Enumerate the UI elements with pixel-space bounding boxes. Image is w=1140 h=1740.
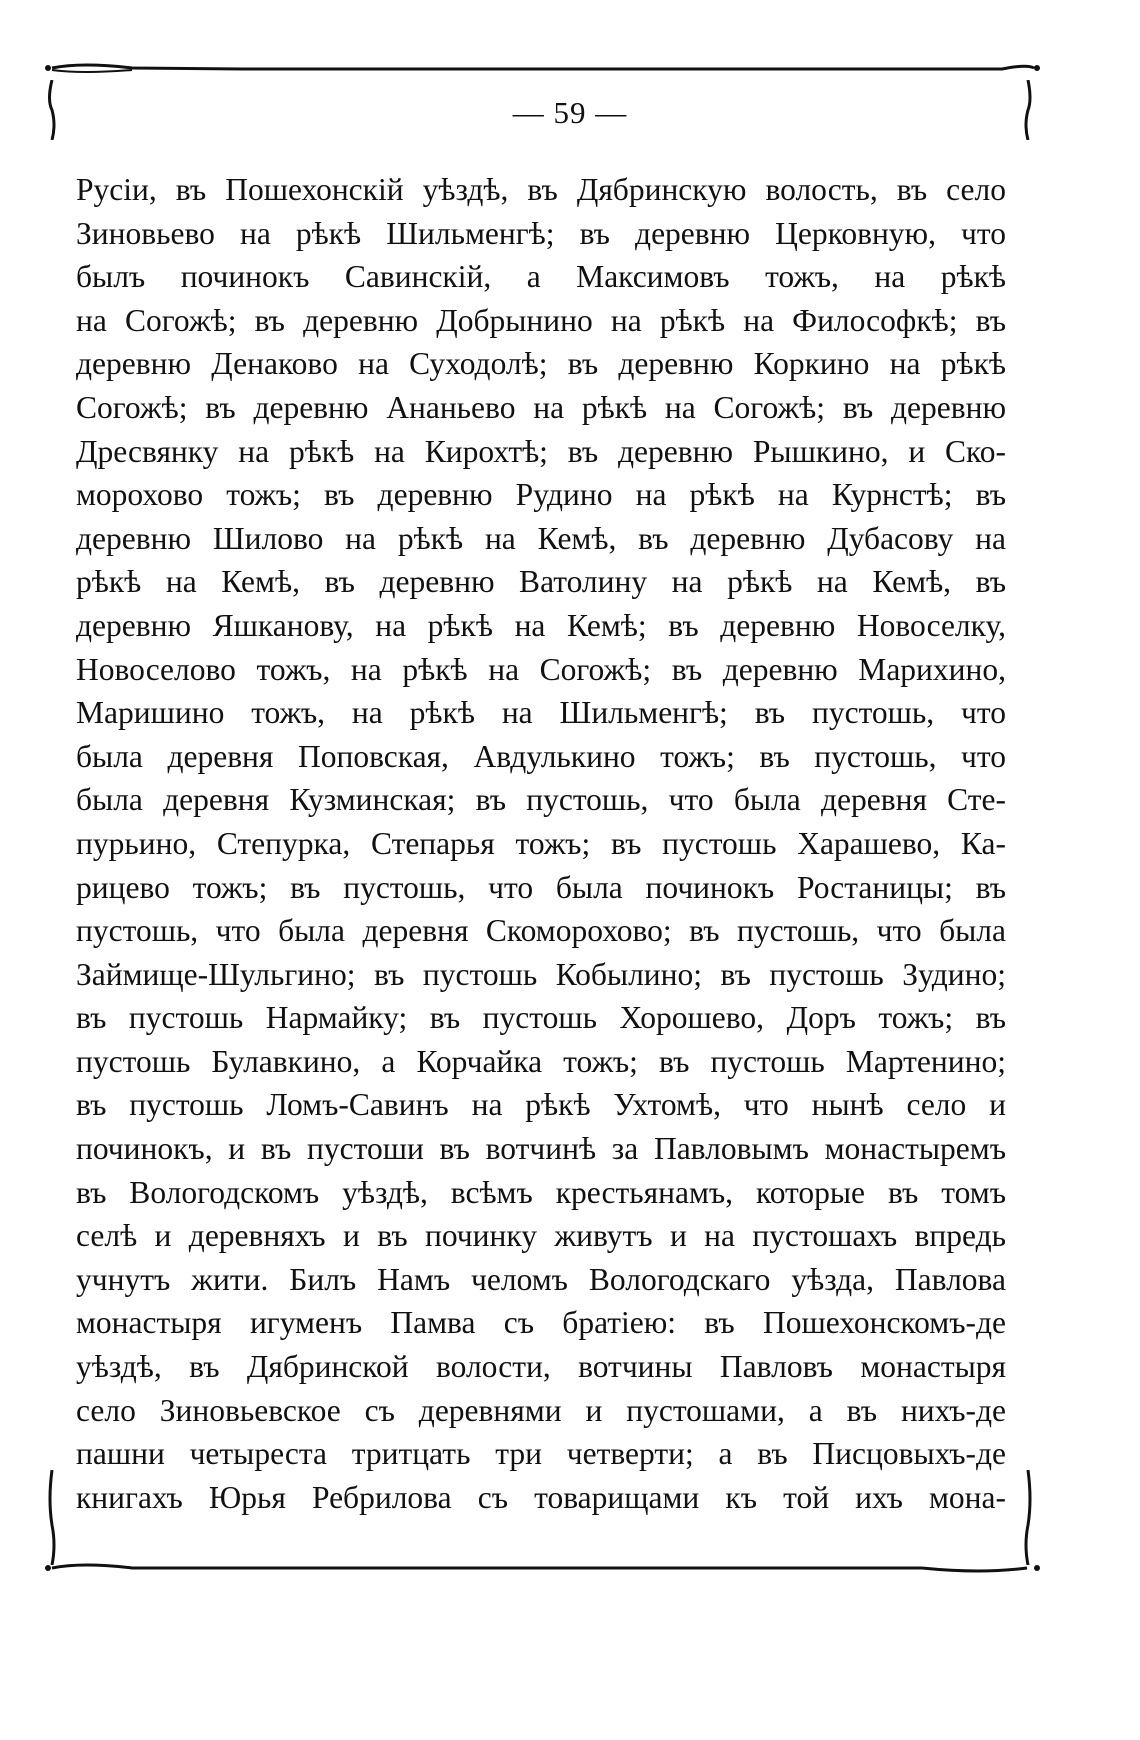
text-line: была деревня Кузминская; въ пустошь, что была деревня Сте- <box>76 782 1006 818</box>
text-line: деревню Яшканову, на рѣкѣ на Кемѣ; въ деревню Новоселку, <box>76 607 1006 643</box>
text-line: пашни четыреста тритцать три четверти; а въ Писцовыхъ-де <box>76 1436 1006 1472</box>
text-line: въ пустошь Ломъ-Савинъ на рѣкѣ Ухтомѣ, что нынѣ село и <box>76 1087 1006 1123</box>
text-line: книгахъ Юрья Ребрилова съ товарищами къ той ихъ мона- <box>76 1479 1006 1515</box>
text-line: Согожѣ; въ деревню Ананьево на рѣкѣ на Согожѣ; въ деревню <box>76 389 1006 425</box>
text-line: былъ починокъ Савинскій, а Максимовъ тожъ, на рѣкѣ <box>76 259 1006 295</box>
text-line: была деревня Поповская, Авдулькино тожъ; въ пустошь, что <box>76 738 1006 774</box>
text-line: село Зиновьевское съ деревнями и пустошами, а въ нихъ-де <box>76 1392 1006 1428</box>
text-line: Дресвянку на рѣкѣ на Кирохтѣ; въ деревню Рышкино, и Ско- <box>76 433 1006 469</box>
text-line: на Согожѣ; въ деревню Добрынино на рѣкѣ на Философкѣ; въ <box>76 302 1006 338</box>
text-line: пустошь, что была деревня Скоморохово; въ пустошь, что была <box>76 913 1006 949</box>
body-text <box>76 168 1006 1519</box>
text-line: пурьино, Степурка, Степарья тожъ; въ пустошь Харашево, Ка- <box>76 825 1006 861</box>
text-line: Займище-Шульгино; въ пустошь Кобылино; въ пустошь Зудино; <box>76 956 1006 992</box>
text-line: Русіи, въ Пошехонскій уѣздѣ, въ Дябринскую волость, въ село <box>76 172 1006 207</box>
ornamental-rule-bottom <box>42 1558 1042 1578</box>
text-line: селѣ и деревняхъ и въ починку живутъ и на пустошахъ впредь <box>76 1218 1006 1254</box>
text-line: Зиновьево на рѣкѣ Шильменгѣ; въ деревню Церковную, что <box>76 215 1006 251</box>
text-line: Новоселово тожъ, на рѣкѣ на Согожѣ; въ деревню Марихино, <box>76 651 1006 687</box>
text-line: монастыря игуменъ Памва съ братіею: въ Пошехонскомъ-де <box>76 1305 1006 1341</box>
text-line: въ Вологодскомъ уѣздѣ, всѣмъ крестьянамъ, которые въ томъ <box>76 1174 1006 1210</box>
text-line: рѣкѣ на Кемѣ, въ деревню Ватолину на рѣкѣ на Кемѣ, въ <box>76 564 1006 600</box>
text-line: уѣздѣ, въ Дябринской волости, вотчины Павловъ монастыря <box>76 1349 1006 1385</box>
page-number: — 59 — <box>512 95 628 130</box>
text-line: деревню Денаково на Суходолѣ; въ деревню Коркино на рѣкѣ <box>76 346 1006 382</box>
text-line: рицево тожъ; въ пустошь, что была починокъ Ростаницы; въ <box>76 869 1006 905</box>
text-line: деревню Шилово на рѣкѣ на Кемѣ, въ деревню Дубасову на <box>76 520 1006 556</box>
ornamental-rule-right-bottom <box>1020 1470 1036 1565</box>
ornamental-rule-left-bottom <box>44 1470 60 1565</box>
text-line: пустошь Булавкино, а Корчайка тожъ; въ пустошь Мартенино; <box>76 1043 1006 1079</box>
text-line: морохово тожъ; въ деревню Рудино на рѣкѣ на Курнстѣ; въ <box>76 477 1006 513</box>
text-line: починокъ, и въ пустоши въ вотчинѣ за Павловымъ монастыремъ <box>76 1131 1006 1167</box>
ornamental-rule-top <box>42 60 1042 80</box>
text-line: въ пустошь Нармайку; въ пустошь Хорошево, Доръ тожъ; въ <box>76 1000 1006 1036</box>
text-line: Маришино тожъ, на рѣкѣ на Шильменгѣ; въ пустошь, что <box>76 695 1006 731</box>
text-line: учнутъ жити. Билъ Намъ челомъ Вологодскаго уѣзда, Павлова <box>76 1261 1006 1297</box>
